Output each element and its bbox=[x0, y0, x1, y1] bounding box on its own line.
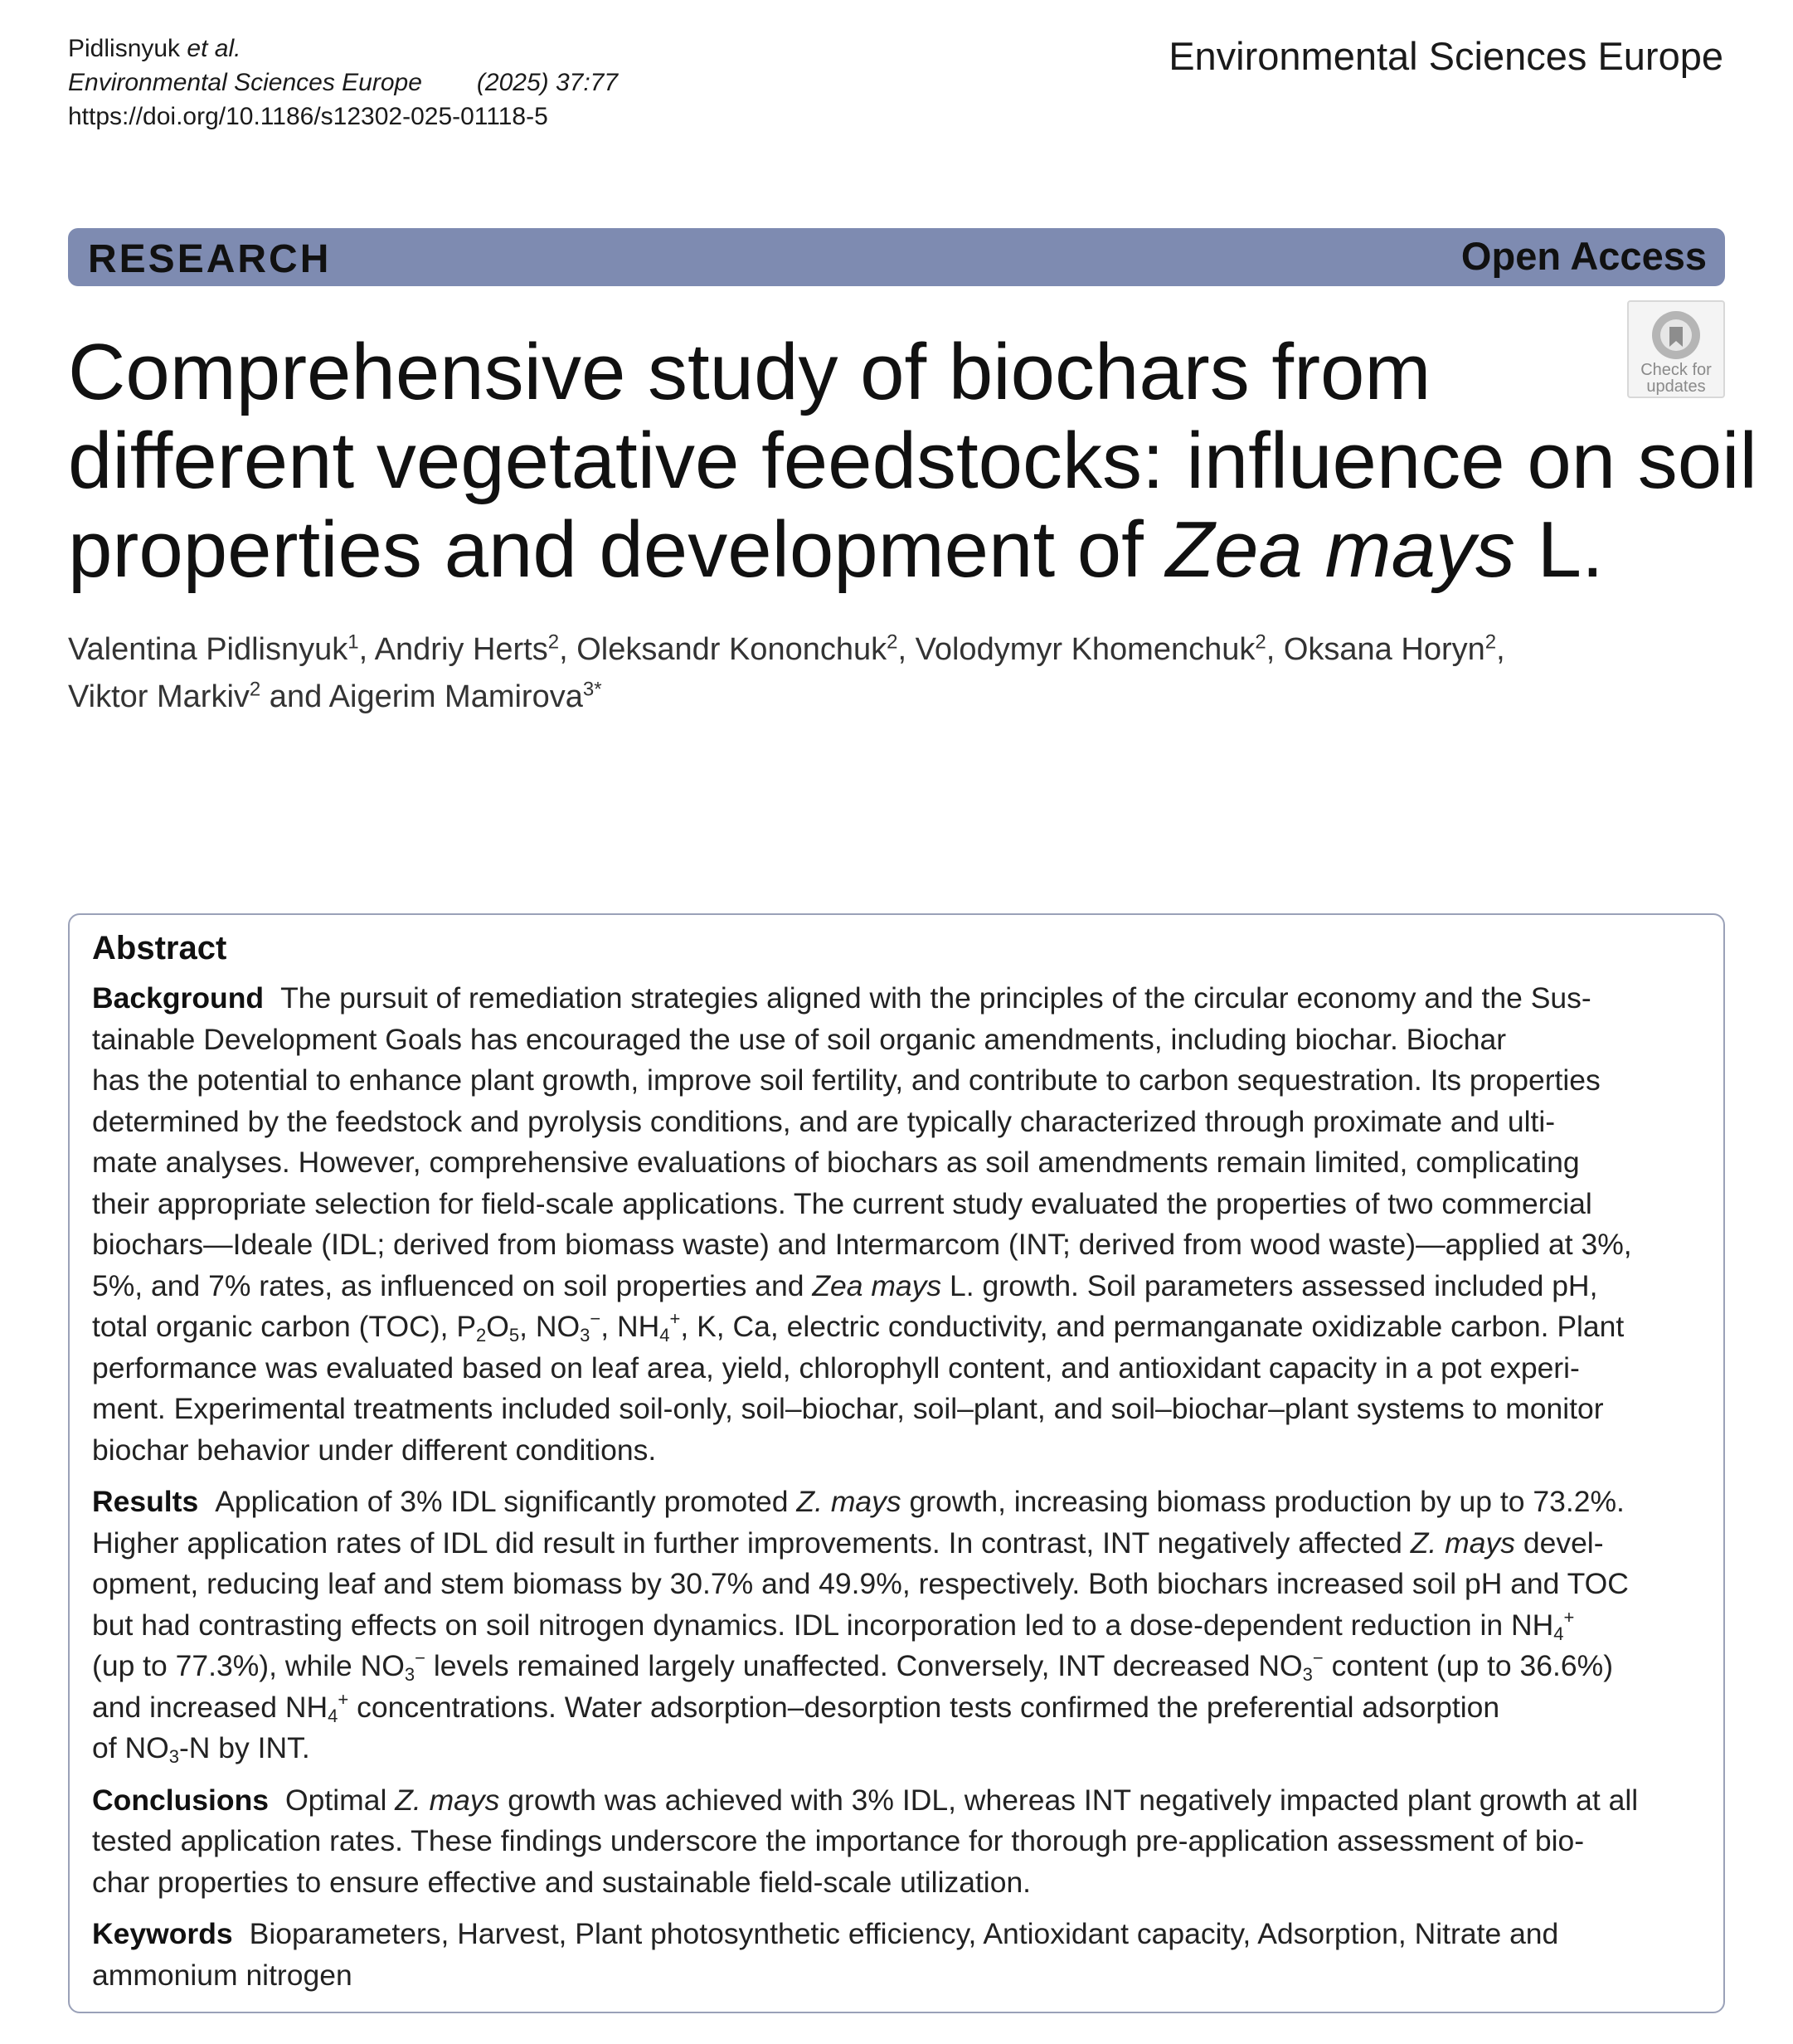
species-name: Zea mays bbox=[1165, 505, 1515, 594]
doi-link[interactable]: https://doi.org/10.1186/s12302-025-01118-5 bbox=[68, 103, 548, 130]
section-label: Keywords bbox=[92, 1917, 233, 1950]
title-line: different vegetative feedstocks: influence on soil bbox=[68, 416, 1757, 505]
author[interactable]: Aigerim Mamirova$^{3*}$ bbox=[328, 678, 602, 714]
article-type-banner bbox=[68, 228, 1725, 286]
volume-info: (2025) 37:77 bbox=[476, 69, 619, 96]
author[interactable]: Oleksandr Kononchuk$^2$ bbox=[576, 630, 898, 667]
article-metadata bbox=[68, 32, 618, 134]
open-access-label: Open Access bbox=[1460, 234, 1707, 278]
abstract-box bbox=[68, 913, 1725, 2013]
section-label: Background bbox=[92, 981, 265, 1015]
check-for-updates-line1: Check for bbox=[1640, 361, 1712, 379]
author[interactable]: Volodymyr Khomenchuk$^2$ bbox=[915, 630, 1266, 667]
abstract-keywords: Keywords Bioparameters, Harvest, Plant photosynthetic efficiency, Antioxidant capacity, Adsorption, Nitrate and ammonium nitrogen bbox=[92, 1917, 1559, 1992]
article-title bbox=[68, 328, 1757, 594]
title-line: properties and development of Zea mays L. bbox=[68, 505, 1604, 594]
article-type: RESEARCH bbox=[88, 237, 332, 281]
abstract-heading: Abstract bbox=[92, 930, 227, 966]
author[interactable]: Oksana Horyn$^2$ bbox=[1283, 630, 1497, 667]
author-list: Valentina Pidlisnyuk$^1$, Andriy Herts$^2$, Oleksandr Kononchuk$^2$, Volodymyr Khomenchuk$^2$, Oksana Horyn$^2$, Viktor Markiv$^2$ and Aigerim Mamirova$^{3*}$ bbox=[68, 630, 1505, 714]
citation-authors: Pidlisnyuk et al. bbox=[68, 35, 241, 62]
author[interactable]: Valentina Pidlisnyuk$^1$ bbox=[68, 630, 359, 667]
author[interactable]: Viktor Markiv$^2$ bbox=[68, 678, 261, 714]
abstract-results: Results Application of 3% IDL significantly promoted Z. mays growth, increasing biomass production by up to 73.2%. Higher application rates of IDL did result in further improvements. In contrast, INT negatively affected Z. mays devel- opment, reducing leaf and stem biomass by 30.7% and 49.9%, respectively. Both biochars increased soil pH and TOC but had contrasting effects on soil nitrogen dynamics. IDL incorporation led to a dose-dependent reduction in $NH_4^+$ (up to 77.3%), while $NO_3^-$ levels remained largely unaffected. Conversely, INT decreased $NO_3^-$ content (up to 36.6%) and increased $NH_4^+$ concentrations. Water adsorption–desorption tests confirmed the preferential adsorption of $NO_3-N$ by INT. bbox=[92, 1485, 1629, 1767]
section-label: Conclusions bbox=[92, 1783, 270, 1817]
abstract-conclusions: Conclusions Optimal Z. mays growth was achieved with 3% IDL, whereas INT negatively impacted plant growth at all tested application rates. These findings underscore the importance for thorough pre-application assessment of bio- char properties to ensure effective and sustainable field-scale utilization. bbox=[92, 1783, 1639, 1899]
author[interactable]: Andriy Herts$^2$ bbox=[374, 630, 560, 667]
citation-journal bbox=[68, 66, 618, 100]
section-label: Results bbox=[92, 1485, 199, 1518]
check-for-updates-line2: updates bbox=[1646, 377, 1706, 396]
journal-title: Environmental Sciences Europe bbox=[1169, 34, 1723, 78]
title-line: Comprehensive study of biochars from bbox=[68, 328, 1431, 416]
journal-name: Environmental Sciences Europe bbox=[68, 69, 422, 96]
abstract-background: Background The pursuit of remediation strategies aligned with the principles of the circular economy and the Sus- tainable Development Goals has encouraged the use of soil organic amendments, including biochar. Biochar has the potential to enhance plant growth, improve soil fertility, and contribute to carbon sequestration. Its properties determined by the feedstock and pyrolysis conditions, and are typically characterized through proximate and ulti- mate analyses. However, comprehensive evaluations of biochars as soil amendments remain limited, complicating their appropriate selection for field-scale applications. The current study evaluated the properties of two commercial biochars—Ideale (IDL; derived from biomass waste) and Intermarcom (INT; derived from wood waste)—applied at 3%, 5%, and 7% rates, as influenced on soil properties and Zea mays L. growth. Soil parameters assessed included pH, total organic carbon (TOC), $P_2O_5$, $NO_3^-$, $NH_4^+$, K, Ca, electric conductivity, and permanganate oxidizable carbon. Plant performance was evaluated based on leaf area, yield, chlorophyll content, and antioxidant capacity in a pot experi- ment. Experimental treatments included soil-only, soil–biochar, soil–plant, and soil–biochar–plant systems to monitor biochar behavior under different conditions. bbox=[92, 981, 1632, 1467]
